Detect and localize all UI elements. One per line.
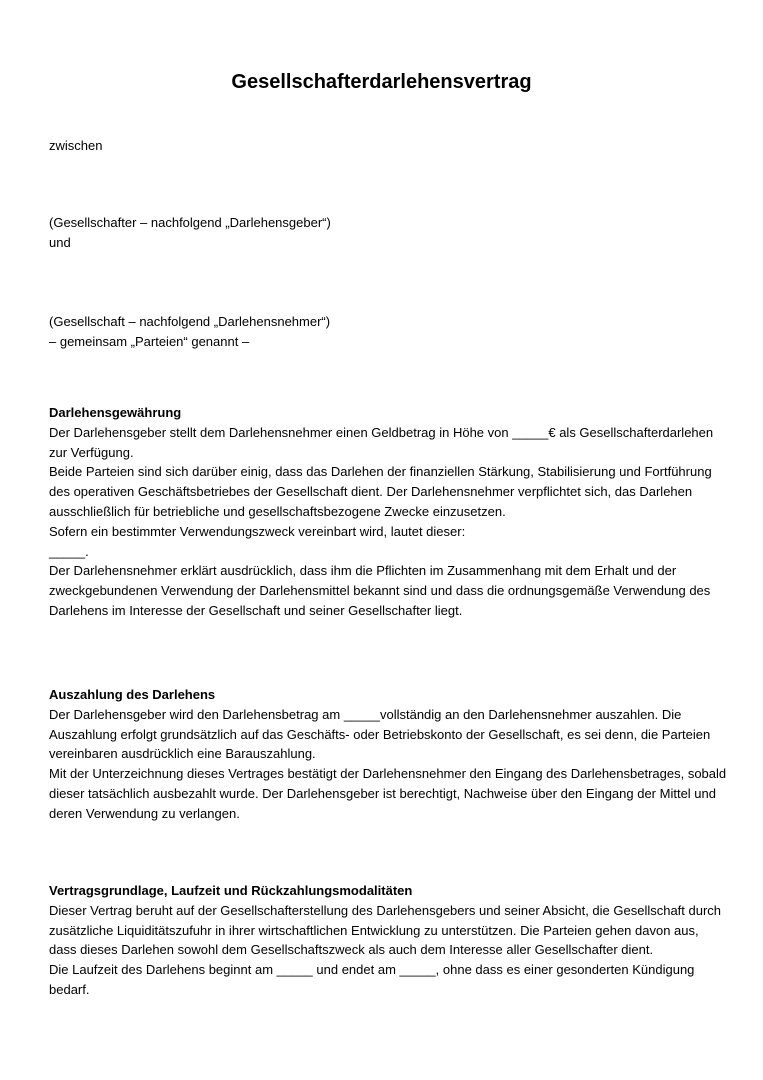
party2-label: (Gesellschaft – nachfolgend „Darlehensnehmer“) — [49, 314, 331, 329]
paragraph: Beide Parteien sind sich darüber einig, dass das Darlehen der finanziellen Stärkung, Stabilisierung und Fortführung des operativen Geschäftsbetriebes der Gesellschaft dient. Der Darlehensnehmer verpflichtet sich, das Darlehen ausschließlich für betriebliche und gesellschaftsbezogene Zwecke einzusetzen. — [49, 464, 712, 519]
section-heading: Auszahlung des Darlehens — [49, 687, 216, 702]
party1-block — [49, 213, 729, 253]
paragraph: _____. — [49, 543, 89, 559]
parties-label: – gemeinsam „Parteien“ genannt – — [49, 333, 250, 349]
paragraph: Der Darlehensgeber wird den Darlehensbetrag am _____vollständig an den Darlehensnehmer auszahlen. Die Auszahlung erfolgt grundsätzlich auf das Geschäfts- oder Betriebskonto der Gesellschaft, es sei denn, die Parteien vereinbaren ausdrücklich eine Barauszahlung. — [49, 706, 711, 762]
party1-label: (Gesellschafter – nachfolgend „Darlehensgeber“) — [49, 215, 331, 230]
section-heading: Darlehensgewährung — [49, 405, 182, 420]
paragraph: Dieser Vertrag beruht auf der Gesellschafterstellung des Darlehensgebers und seiner Absicht, die Gesellschaft durch zusätzliche Liquiditätszufuhr in ihrer wirtschaftlichen Entwicklung zu unterstützen. Die Parteien gehen davon aus, dass dieses Darlehen sowohl dem Gesellschaftszweck als auch dem Interesse aller Gesellschafter dient. — [49, 902, 722, 958]
paragraph: Der Darlehensgeber stellt dem Darlehensnehmer einen Geldbetrag in Höhe von _____€ als Gesellschafterdarlehen zur Verfügung. — [49, 424, 714, 460]
between-label: zwischen — [49, 138, 103, 153]
document-title: Gesellschafterdarlehensvertrag — [231, 71, 532, 93]
section-auszahlung — [49, 685, 729, 824]
section-vertragsgrundlage — [49, 881, 729, 1000]
paragraph: Die Laufzeit des Darlehens beginnt am _____ und endet am _____, ohne dass es einer gesonderten Kündigung bedarf. — [49, 962, 695, 997]
paragraph: Mit der Unterzeichnung dieses Vertrages bestätigt der Darlehensnehmer den Eingang des Darlehensbetrages, sobald dieser tatsächlich ausbezahlt wurde. Der Darlehensgeber ist berechtigt, Nachweise über den Eingang der Mittel und deren Verwendung zu verlangen. — [49, 766, 727, 821]
paragraph: Der Darlehensnehmer erklärt ausdrücklich, dass ihm die Pflichten im Zusammenhang mit dem Erhalt und der zweckgebundenen Verwendung der Darlehensmittel bekannt sind und dass die ordnungsgemäße Verwendung des Darlehens im Interesse der Gesellschaft und seiner Gesellschafter liegt. — [49, 563, 711, 618]
section-darlehensgewaehrung — [49, 403, 729, 621]
paragraph: Sofern ein bestimmter Verwendungszweck vereinbart wird, lautet dieser: — [49, 523, 466, 539]
section-heading: Vertragsgrundlage, Laufzeit und Rückzahlungsmodalitäten — [49, 883, 413, 898]
and-label: und — [49, 234, 71, 250]
party2-block — [49, 312, 729, 352]
